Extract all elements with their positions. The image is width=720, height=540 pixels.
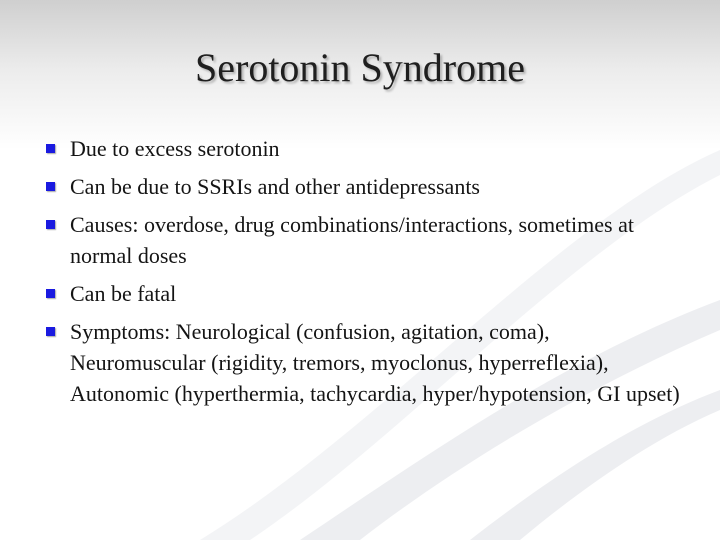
square-bullet-icon (46, 182, 55, 191)
bullet-text: Can be due to SSRIs and other antidepressants (70, 174, 480, 199)
bullet-list (42, 133, 682, 416)
bullet-item (42, 278, 682, 309)
square-bullet-icon (46, 220, 55, 229)
bullet-item (42, 133, 682, 164)
bullet-item (42, 209, 682, 271)
bullet-text: Causes: overdose, drug combinations/interactions, sometimes at normal doses (70, 212, 634, 268)
bullet-text: Can be fatal (70, 281, 177, 306)
square-bullet-icon (46, 327, 55, 336)
bullet-item (42, 171, 682, 202)
bullet-text: Due to excess serotonin (70, 136, 280, 161)
bullet-item (42, 316, 682, 409)
bullet-text: Symptoms: Neurological (confusion, agitation, coma), Neuromuscular (rigidity, tremors, myoclonus, hyperreflexia), Autonomic (hyperthermia, tachycardia, hyper/hypotension, GI upset) (70, 319, 680, 406)
square-bullet-icon (46, 144, 55, 153)
square-bullet-icon (46, 289, 55, 298)
slide-title: Serotonin Syndrome (195, 45, 525, 90)
